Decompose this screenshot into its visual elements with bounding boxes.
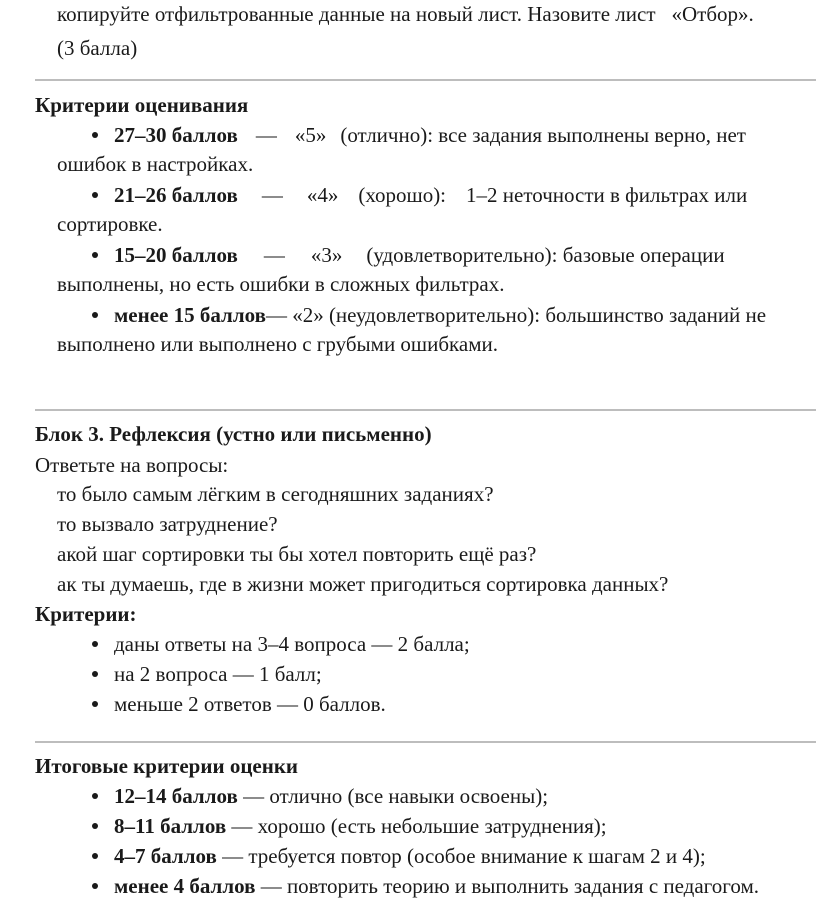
block3-criteria-item: даны ответы на 3–4 вопроса — 2 балла; (114, 632, 470, 656)
final-item-4: менее 4 баллов — повторить теорию и выполнить задания с педагогом. (114, 874, 760, 898)
bullet (92, 312, 98, 318)
criteria-heading: Критерии оценивания (35, 93, 249, 117)
bullet (92, 853, 98, 859)
criteria-item-2-cont: сортировке. (57, 212, 163, 236)
final-item-1: 12–14 баллов — отлично (все навыки освоены); (114, 784, 549, 808)
divider (35, 741, 816, 743)
block3-criteria-item: меньше 2 ответов — 0 баллов. (114, 692, 386, 716)
criteria-item-1: 27–30 баллов — «5» (отлично): все задания выполнены верно, нет (114, 123, 746, 147)
bullet (92, 671, 98, 677)
bullet (92, 883, 98, 889)
question-2: то вызвало затруднение? (57, 512, 278, 536)
criteria-item-2: 21–26 баллов — «4» (хорошо): 1–2 неточности в фильтрах или (114, 183, 748, 207)
final-heading: Итоговые критерии оценки (35, 754, 299, 778)
intro-line-1: копируйте отфильтрованные данные на новый лист. Назовите лист «Отбор». (57, 2, 754, 26)
bullet (92, 701, 98, 707)
bullet (92, 132, 98, 138)
question-1: то было самым лёгким в сегодняшних заданиях? (57, 482, 494, 506)
question-4: ак ты думаешь, где в жизни может пригодиться сортировка данных? (57, 572, 669, 596)
divider (35, 409, 816, 411)
criteria-item-4: менее 15 баллов— «2» (неудовлетворительно): большинство заданий не (114, 303, 767, 327)
block3-heading: Блок 3. Рефлексия (устно или письменно) (35, 422, 432, 446)
bullet (92, 793, 98, 799)
criteria-item-3-cont: выполнены, но есть ошибки в сложных фильтрах. (57, 272, 505, 296)
bullet (92, 641, 98, 647)
final-item-3: 4–7 баллов — требуется повтор (особое внимание к шагам 2 и 4); (114, 844, 706, 868)
question-3: акой шаг сортировки ты бы хотел повторить ещё раз? (57, 542, 537, 566)
intro-points: (3 балла) (57, 36, 138, 60)
divider (35, 79, 816, 81)
bullet (92, 823, 98, 829)
criteria-item-3: 15–20 баллов — «3» (удовлетворительно): базовые операции (114, 243, 725, 267)
block3-criteria-item: на 2 вопроса — 1 балл; (114, 662, 322, 686)
criteria-item-1-cont: ошибок в настройках. (57, 152, 254, 176)
block3-criteria-heading: Критерии: (35, 602, 137, 626)
final-item-2: 8–11 баллов — хорошо (есть небольшие затруднения); (114, 814, 607, 838)
block3-prompt: Ответьте на вопросы: (35, 453, 229, 477)
bullet (92, 252, 98, 258)
criteria-item-4-cont: выполнено или выполнено с грубыми ошибками. (57, 332, 499, 356)
bullet (92, 192, 98, 198)
